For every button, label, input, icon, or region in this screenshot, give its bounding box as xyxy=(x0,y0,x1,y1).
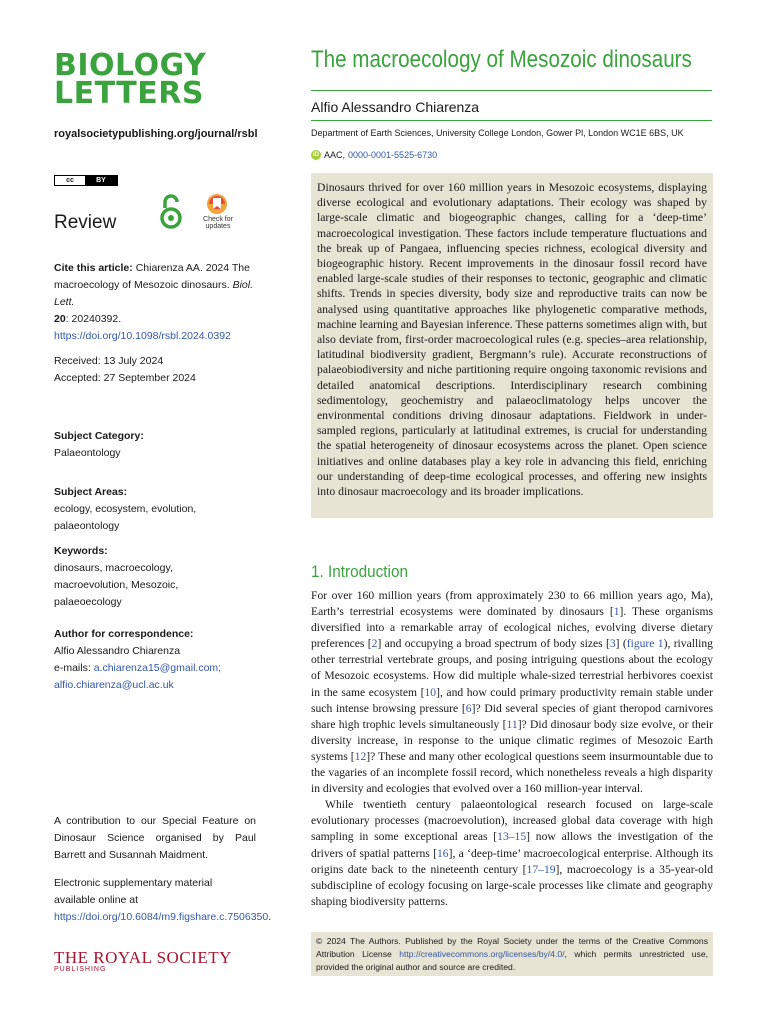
keywords xyxy=(54,543,234,611)
author-affiliation: Department of Earth Sciences, University College London, Gower Pl, London WC1E 6BS, UK xyxy=(311,128,684,138)
keywords-value: dinosaurs, macroecology, macroevolution, Mesozoic, palaeoecology xyxy=(54,562,179,608)
figure-link[interactable]: figure 1 xyxy=(626,637,664,651)
ref-link[interactable]: 12 xyxy=(354,749,367,763)
subject-category xyxy=(54,428,254,462)
license-end: , which permits unrestricted use, provided the original author and source are credited. xyxy=(316,949,709,972)
citation-text: Chiarenza AA. 2024 The macroecology of Mesozoic dinosaurs. xyxy=(54,262,250,291)
correspondence xyxy=(54,626,254,694)
subject-category-label: Subject Category: xyxy=(54,430,144,442)
introduction-body xyxy=(311,588,713,910)
ref-link[interactable]: 2 xyxy=(371,637,378,651)
cc-icon: cc xyxy=(55,176,85,185)
abstract: Dinosaurs thrived for over 160 million years in Mesozoic ecosystems, displaying diverse ecological and evolutionary adaptations. Their ecology was shaped by large-scale climatic and biogeographic changes, calling for a ‘deep-time’ macroecological investigation. These factors include temperature fluctuations and the break up of Pangaea, influencing species richness, ecological diversity and biogeographic history. Recent improvements in the dinosaur fossil record have enabled large-scale studies of their responses to tectonic, geographic and climatic shifts. Trends in species diversity, body size and reproductive traits can now be analysed using quantitative approaches like phylogenetic comparative methods, machine learning and Bayesian inference. These patterns sometimes align with, but also deviate from, first-order macroecological rules (e.g. species–area relationship, latitudinal biodiversity gradient, Bergmann’s rule). Accurate reconstructions of palaeobiodiversity and niche partitioning require ongoing taxonomic revisions and detailed anatomical descriptions. Interdisciplinary research combining sedimentology, geochemistry and palaeoclimatology helps uncover the environmental conditions driving dinosaur adaptations. Fieldwork in under-sampled regions, particularly at latitudinal extremes, is crucial for understanding the spatial heterogeneity of dinosaur ecosystems across the planet. Open science initiatives and online databases play a key role in advancing this field, enriching our understanding of deep-time ecological processes, and offering new insights into dinosaur macroecology and its broader implications. xyxy=(311,173,713,518)
supplementary-end: . xyxy=(268,911,272,923)
orcid-link[interactable]: 0000-0001-5525-6730 xyxy=(348,150,438,160)
open-access-icon xyxy=(158,194,184,230)
license-box xyxy=(311,932,713,976)
ref-link[interactable]: 10 xyxy=(424,685,437,699)
paragraph-1: For over 160 million years (from approximately 230 to 66 million years ago, Ma), Earth’s terrestrial ecosystems were dominated by dinosaurs [1]. These organisms diversified into a remarkable array of ecological niches, evolving diverse dietary preferences [2] and occupying a broad spectrum of body sizes [3] (figure 1), rivalling other terrestrial vertebrate groups, and posing intriguing questions about the ecology of Mesozoic ecosystems. How did multiple whale-sized terrestrial herbivores coexist in the same ecosystem [10], and how could primary productivity remain stable under such intense browsing pressure [6]? Did several species of giant theropod carnivores share high trophic levels simultaneously [11]? Did dinosaur body size evolve, or their diversity increase, in response to the unique climatic regimes of Mesozoic Earth systems [12]? These and many other ecological questions seem insurmountable due to the vagaries of an incomplete fossil record, which nonetheless reveals a high disparity in diversity and ecologies that evolved over a 160 million-year interval. xyxy=(311,589,714,796)
orcid-icon[interactable]: iD xyxy=(313,152,319,158)
license-text: © 2024 The Authors. Published by the Royal Society under the terms of the Creative Commons Attribution License xyxy=(316,936,708,959)
correspondence-name: Alfio Alessandro Chiarenza xyxy=(54,645,181,657)
check-for-updates-label[interactable]: Check for updates xyxy=(203,216,233,230)
article-title: The macroecology of Mesozoic dinosaurs xyxy=(311,46,692,73)
subject-areas xyxy=(54,484,254,535)
accepted-date: Accepted: 27 September 2024 xyxy=(54,372,196,384)
orcid-initials: AAC, xyxy=(324,150,346,160)
subject-areas-value: ecology, ecosystem, evolution, palaeontology xyxy=(54,503,197,532)
subject-category-value: Palaeontology xyxy=(54,447,121,459)
by-label: BY xyxy=(85,176,117,185)
subject-areas-label: Subject Areas: xyxy=(54,486,128,498)
received-date: Received: 13 July 2024 xyxy=(54,355,164,367)
citation-doi-link[interactable]: https://doi.org/10.1098/rsbl.2024.0392 xyxy=(54,330,231,342)
journal-logo-line2: LETTERS xyxy=(54,76,204,111)
email-link-2[interactable]: alfio.chiarenza@ucl.ac.uk xyxy=(54,679,174,691)
correspondence-label: Author for correspondence: xyxy=(54,628,194,640)
email-link-1[interactable]: a.chiarenza15@gmail.com; xyxy=(93,662,222,674)
ref-link[interactable]: 17–19 xyxy=(526,862,556,876)
article-dates xyxy=(54,353,196,387)
special-feature-note: A contribution to our Special Feature on Dinosaur Science organised by Paul Barrett and Susannah Maidment. xyxy=(54,815,256,861)
ref-link[interactable]: 11 xyxy=(506,717,518,731)
emails-label: e-mails: xyxy=(54,662,94,674)
keywords-label: Keywords: xyxy=(54,545,108,557)
ref-link[interactable]: 1 xyxy=(613,605,620,619)
orcid-line xyxy=(311,150,437,160)
royal-society-logo[interactable]: THE ROYAL SOCIETY xyxy=(54,948,232,967)
paragraph-2: While twentieth century palaeontological research focused on large-scale evolutionary processes (macroevolution), increased global data coverage with high sampling in some exceptional areas [13–15] now allows the investigation of the drivers of spatial patterns [16], a ‘deep-time’ macroecological enterprise. Although its origins date back to the nineteenth century [17–19], macroecology is a 35-year-old subdiscipline of ecology focusing on large-scale processes like climate and geography shaping biodiversity patterns. xyxy=(311,798,713,908)
title-divider xyxy=(311,90,712,91)
cc-by-license-badge[interactable] xyxy=(54,175,118,186)
citation-volume: 20 xyxy=(54,313,66,325)
author-divider xyxy=(311,120,712,121)
supplementary-link[interactable]: https://doi.org/10.6084/m9.figshare.c.7506350 xyxy=(54,911,269,923)
royal-society-publishing: PUBLISHING xyxy=(54,966,107,973)
section-heading-introduction: 1. Introduction xyxy=(311,562,408,581)
journal-logo[interactable] xyxy=(54,48,207,111)
journal-url[interactable]: royalsocietypublishing.org/journal/rsbl xyxy=(54,128,258,140)
article-type: Review xyxy=(54,212,117,233)
citation-block xyxy=(54,260,254,345)
author-name: Alfio Alessandro Chiarenza xyxy=(311,99,480,115)
license-link[interactable]: http://creativecommons.org/licenses/by/4.0/ xyxy=(399,949,565,959)
citation-label: Cite this article: xyxy=(54,262,133,274)
citation-article: : 20240392. xyxy=(65,313,122,325)
citation-journal: Biol. Lett. xyxy=(54,279,254,308)
ref-link[interactable]: 13–15 xyxy=(497,830,527,844)
ref-link[interactable]: 16 xyxy=(436,846,449,860)
ref-link[interactable]: 3 xyxy=(609,637,616,651)
supplementary-material xyxy=(54,875,272,926)
ref-link[interactable]: 6 xyxy=(465,701,472,715)
supplementary-text: Electronic supplementary material available online at xyxy=(54,877,213,906)
journal-logo-line1: BIOLOGY xyxy=(54,48,207,83)
